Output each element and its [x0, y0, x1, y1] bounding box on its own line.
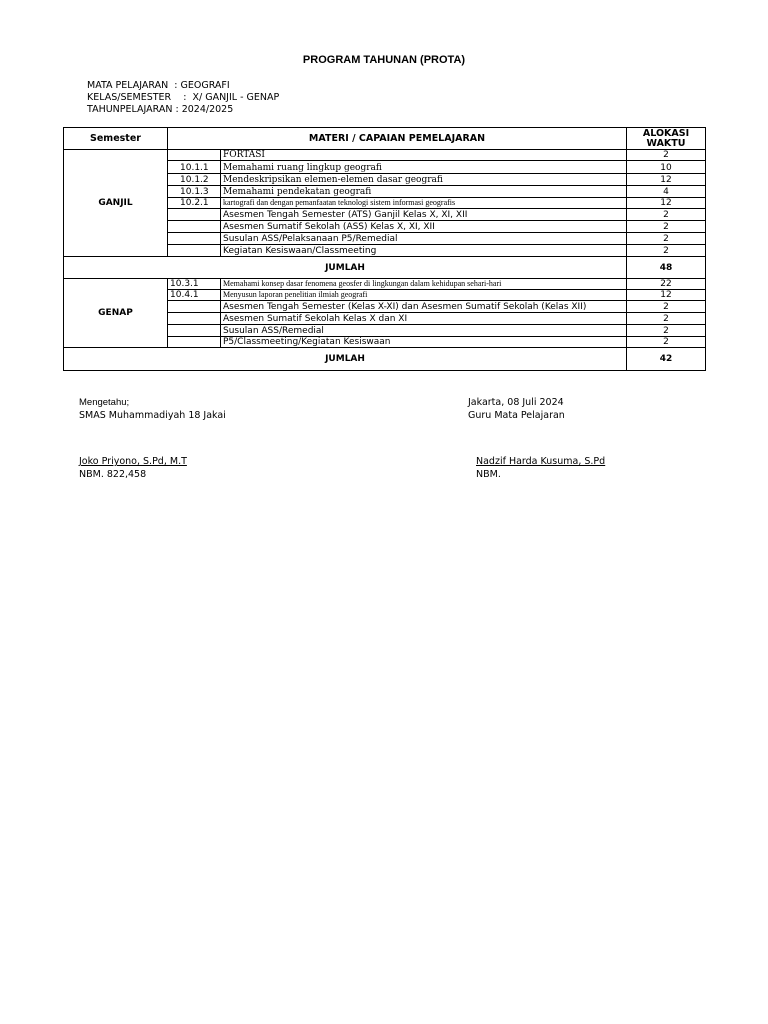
row-code	[168, 301, 221, 313]
row-materi: Kegiatan Kesiswaan/Classmeeting	[221, 245, 627, 257]
row-materi: Memahami konsep dasar fenomena geosfer di lingkungan dalam kehidupan sehari-hari	[221, 279, 627, 290]
row-code: 10.1.3	[168, 186, 221, 198]
row-waktu: 2	[627, 209, 706, 221]
header-semester: Semester	[64, 128, 168, 150]
row-materi: P5/Classmeeting/Kegiatan Kesiswaan	[221, 337, 627, 348]
meta-class	[87, 92, 279, 104]
row-materi: Memahami pendekatan geografi	[221, 186, 627, 198]
header-materi: MATERI / CAPAIAN PEMELAJARAN	[168, 128, 627, 150]
row-waktu: 2	[627, 313, 706, 325]
meta-year	[87, 104, 279, 116]
row-code: 10.1.1	[168, 161, 221, 174]
jumlah-label: JUMLAH	[64, 348, 627, 371]
meta-label: MATA PELAJARAN	[87, 80, 169, 91]
row-code	[168, 245, 221, 257]
row-waktu: 10	[627, 161, 706, 174]
row-code: 10.3.1	[168, 279, 221, 290]
row-code: 10.1.2	[168, 174, 221, 186]
row-materi: Mendeskripsikan elemen-elemen dasar geografi	[221, 174, 627, 186]
row-materi: Asesmen Tengah Semester (Kelas X-XI) dan Asesmen Sumatif Sekolah (Kelas XII)	[221, 301, 627, 313]
row-waktu: 2	[627, 301, 706, 313]
meta-label: TAHUNPELAJARAN	[87, 104, 173, 115]
jumlah-value: 42	[627, 348, 706, 371]
jumlah-row-genap	[64, 348, 706, 371]
meta-subject	[87, 80, 279, 92]
sig-left-line1: Mengetahu;	[79, 397, 130, 408]
row-waktu: 2	[627, 325, 706, 337]
prota-table	[63, 127, 706, 371]
row-waktu: 2	[627, 233, 706, 245]
row-code	[168, 150, 221, 161]
row-code	[168, 325, 221, 337]
row-waktu: 4	[627, 186, 706, 198]
row-waktu: 22	[627, 279, 706, 290]
document-meta	[87, 80, 279, 116]
meta-label: KELAS/SEMESTER	[87, 92, 172, 103]
row-waktu: 12	[627, 174, 706, 186]
row-code	[168, 313, 221, 325]
row-code: 10.2.1	[168, 198, 221, 209]
row-materi: Asesmen Sumatif Sekolah Kelas X dan XI	[221, 313, 627, 325]
row-code: 10.4.1	[168, 290, 221, 301]
row-materi: Asesmen Sumatif Sekolah (ASS) Kelas X, XI, XII	[221, 221, 627, 233]
row-code	[168, 233, 221, 245]
semester-ganjil: GANJIL	[64, 150, 168, 257]
jumlah-label: JUMLAH	[64, 257, 627, 279]
header-alokasi	[627, 128, 706, 150]
row-code	[168, 221, 221, 233]
row-materi: Susulan ASS/Remedial	[221, 325, 627, 337]
signature-left-name	[79, 455, 187, 481]
table-row	[64, 150, 706, 161]
signature-right-name	[476, 455, 605, 481]
sig-left-line2: SMAS Muhammadiyah 18 Jakai	[79, 410, 226, 421]
sig-right-line1: Jakarta, 08 Juli 2024	[468, 397, 564, 408]
row-materi: Memahami ruang lingkup geografi	[221, 161, 627, 174]
row-materi: Asesmen Tengah Semester (ATS) Ganjil Kelas X, XI, XII	[221, 209, 627, 221]
meta-sep: :	[168, 80, 181, 91]
sig-right-id: NBM.	[476, 469, 501, 480]
row-waktu: 2	[627, 245, 706, 257]
meta-sep: :	[172, 104, 182, 115]
row-waktu: 12	[627, 290, 706, 301]
row-waktu: 12	[627, 198, 706, 209]
meta-value: 2024/2025	[181, 104, 234, 115]
table-header-row	[64, 128, 706, 150]
meta-value: GEOGRAFI	[180, 80, 230, 91]
meta-sep: :	[171, 92, 193, 103]
row-materi: Susulan ASS/Pelaksanaan P5/Remedial	[221, 233, 627, 245]
jumlah-row-ganjil	[64, 257, 706, 279]
jumlah-value: 48	[627, 257, 706, 279]
row-waktu: 2	[627, 221, 706, 233]
header-alokasi-line1: ALOKASI	[642, 127, 690, 139]
row-waktu: 2	[627, 337, 706, 348]
sig-right-line2: Guru Mata Pelajaran	[468, 410, 565, 421]
row-waktu: 2	[627, 150, 706, 161]
row-materi: Menyusun laporan penelitian ilmiah geografi	[221, 290, 627, 301]
row-materi: FORTASI	[221, 150, 627, 161]
meta-value: X/ GANJIL - GENAP	[192, 92, 280, 103]
header-alokasi-line2: WAKTU	[646, 137, 686, 149]
sig-right-name: Nadzif Harda Kusuma, S.Pd	[476, 456, 606, 467]
page-title: PROGRAM TAHUNAN (PROTA)	[302, 54, 466, 66]
semester-genap: GENAP	[64, 279, 168, 348]
row-materi: kartografi dan dengan pemanfaatan teknologi sistem informasi geografis	[221, 198, 627, 209]
sig-left-name: Joko Priyono, S.Pd, M.T	[79, 456, 187, 467]
signature-left-header	[79, 396, 226, 422]
row-code	[168, 337, 221, 348]
sig-left-id: NBM. 822,458	[79, 469, 147, 480]
row-code	[168, 209, 221, 221]
signature-right-header	[468, 396, 565, 422]
table-row	[64, 279, 706, 290]
